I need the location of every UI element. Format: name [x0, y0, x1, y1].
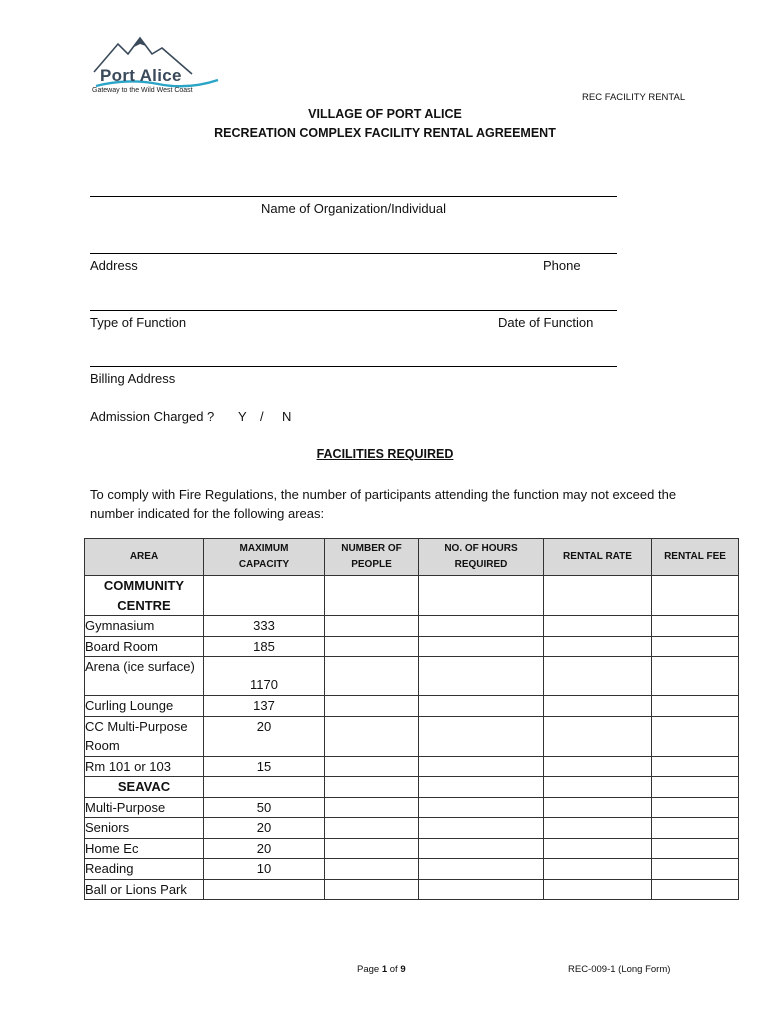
area-name: Ball or Lions Park: [85, 879, 204, 900]
document-title-line2: RECREATION COMPLEX FACILITY RENTAL AGREEMENT: [214, 126, 556, 140]
hours-input-cell[interactable]: [419, 657, 544, 696]
page-current: 1: [381, 964, 388, 975]
column-header-people: NUMBER OF PEOPLE: [325, 539, 419, 576]
area-name: Gymnasium: [85, 616, 204, 637]
area-name: Curling Lounge: [85, 696, 204, 717]
column-header-rate: RENTAL RATE: [544, 539, 652, 576]
rate-input-cell[interactable]: [544, 797, 652, 818]
table-row: [85, 797, 739, 818]
rate-input-cell[interactable]: [544, 616, 652, 637]
fee-input-cell[interactable]: [652, 859, 739, 880]
people-input-cell[interactable]: [325, 716, 419, 756]
address-label: Address: [90, 258, 138, 273]
table-header-row: [85, 539, 739, 576]
fee-input-cell[interactable]: [652, 797, 739, 818]
section-heading: SEAVAC: [85, 777, 204, 798]
table-row: [85, 879, 739, 900]
people-input-cell[interactable]: [325, 838, 419, 859]
rate-input-cell[interactable]: [544, 636, 652, 657]
column-header-capacity: MAXIMUM CAPACITY: [204, 539, 325, 576]
table-row: [85, 859, 739, 880]
page-of: of: [389, 964, 398, 975]
max-capacity-cell: 20: [204, 818, 325, 839]
max-capacity-cell: 185: [204, 636, 325, 657]
area-name: Home Ec: [85, 838, 204, 859]
page-total: 9: [400, 964, 406, 975]
column-header-fee: RENTAL FEE: [652, 539, 739, 576]
logo-tagline: Gateway to the Wild West Coast: [92, 87, 193, 94]
people-input-cell[interactable]: [325, 859, 419, 880]
people-input-cell[interactable]: [325, 879, 419, 900]
address-line[interactable]: [90, 253, 617, 254]
hours-input-cell[interactable]: [419, 616, 544, 637]
function-date-label: Date of Function: [498, 315, 594, 330]
facilities-table: [84, 538, 739, 900]
hours-input-cell[interactable]: [419, 756, 544, 777]
page-word: Page: [357, 964, 380, 975]
area-name: Reading: [85, 859, 204, 880]
hours-input-cell[interactable]: [419, 797, 544, 818]
function-type-label: Type of Function: [90, 315, 187, 330]
max-capacity-cell: 20: [204, 838, 325, 859]
max-capacity-cell: [204, 777, 325, 798]
hours-input-cell[interactable]: [419, 777, 544, 798]
people-input-cell[interactable]: [325, 657, 419, 696]
rate-input-cell[interactable]: [544, 838, 652, 859]
organization-label: Name of Organization/Individual: [261, 201, 446, 216]
rate-input-cell[interactable]: [544, 576, 652, 616]
table-row: [85, 756, 739, 777]
hours-input-cell[interactable]: [419, 838, 544, 859]
fee-input-cell[interactable]: [652, 756, 739, 777]
table-row: [85, 716, 739, 756]
fee-input-cell[interactable]: [652, 716, 739, 756]
table-row: [85, 616, 739, 637]
max-capacity-cell: 10: [204, 859, 325, 880]
rate-input-cell[interactable]: [544, 696, 652, 717]
hours-input-cell[interactable]: [419, 818, 544, 839]
people-input-cell[interactable]: [325, 797, 419, 818]
billing-line[interactable]: [90, 366, 617, 367]
max-capacity-cell: 1170: [204, 657, 325, 696]
logo-name: Port Alice: [100, 66, 182, 85]
column-header-area: AREA: [85, 539, 204, 576]
fee-input-cell[interactable]: [652, 879, 739, 900]
area-name: CC Multi-Purpose Room: [85, 716, 204, 756]
people-input-cell[interactable]: [325, 818, 419, 839]
max-capacity-cell: 50: [204, 797, 325, 818]
area-name: Seniors: [85, 818, 204, 839]
form-type-label: REC FACILITY RENTAL: [582, 92, 686, 103]
max-capacity-cell: 20: [204, 716, 325, 756]
area-name: Board Room: [85, 636, 204, 657]
max-capacity-cell: 15: [204, 756, 325, 777]
document-title-line1: VILLAGE OF PORT ALICE: [308, 107, 462, 121]
hours-input-cell[interactable]: [419, 879, 544, 900]
fee-input-cell[interactable]: [652, 576, 739, 616]
page-number: [357, 964, 406, 975]
hours-input-cell[interactable]: [419, 696, 544, 717]
table-section-row: [85, 576, 739, 616]
hours-input-cell[interactable]: [419, 716, 544, 756]
rate-input-cell[interactable]: [544, 818, 652, 839]
rate-input-cell[interactable]: [544, 657, 652, 696]
fee-input-cell[interactable]: [652, 696, 739, 717]
section-heading: COMMUNITY CENTRE: [85, 576, 204, 616]
admission-label: Admission Charged ?: [90, 409, 215, 424]
table-row: [85, 696, 739, 717]
area-name: Multi-Purpose: [85, 797, 204, 818]
hours-input-cell[interactable]: [419, 636, 544, 657]
phone-label: Phone: [543, 258, 581, 273]
rate-input-cell[interactable]: [544, 859, 652, 880]
rate-input-cell[interactable]: [544, 777, 652, 798]
billing-address-label: Billing Address: [90, 371, 176, 386]
rate-input-cell[interactable]: [544, 716, 652, 756]
table-row: [85, 818, 739, 839]
max-capacity-cell: 333: [204, 616, 325, 637]
table-row: [85, 838, 739, 859]
fee-input-cell[interactable]: [652, 636, 739, 657]
rate-input-cell[interactable]: [544, 756, 652, 777]
fee-input-cell[interactable]: [652, 777, 739, 798]
people-input-cell[interactable]: [325, 756, 419, 777]
admission-yes-option[interactable]: Y: [238, 409, 247, 424]
area-name: Rm 101 or 103: [85, 756, 204, 777]
people-input-cell[interactable]: [325, 576, 419, 616]
facilities-heading: FACILITIES REQUIRED: [316, 447, 454, 461]
facilities-table-body: [85, 576, 739, 900]
people-input-cell[interactable]: [325, 616, 419, 637]
max-capacity-cell: [204, 576, 325, 616]
fee-input-cell[interactable]: [652, 657, 739, 696]
function-line[interactable]: [90, 310, 617, 311]
rate-input-cell[interactable]: [544, 879, 652, 900]
fee-input-cell[interactable]: [652, 838, 739, 859]
form-reference: REC-009-1 (Long Form): [568, 964, 671, 975]
max-capacity-cell: [204, 879, 325, 900]
fee-input-cell[interactable]: [652, 818, 739, 839]
table-row: [85, 657, 739, 696]
table-section-row: [85, 777, 739, 798]
people-input-cell[interactable]: [325, 696, 419, 717]
people-input-cell[interactable]: [325, 636, 419, 657]
area-name: Arena (ice surface): [85, 657, 204, 696]
column-header-hours: NO. OF HOURS REQUIRED: [419, 539, 544, 576]
fee-input-cell[interactable]: [652, 616, 739, 637]
admission-separator: /: [260, 409, 264, 424]
table-row: [85, 636, 739, 657]
hours-input-cell[interactable]: [419, 576, 544, 616]
max-capacity-cell: 137: [204, 696, 325, 717]
admission-no-option[interactable]: N: [282, 409, 292, 424]
fire-regulation-notice: To comply with Fire Regulations, the number of participants attending the function may not exceed the number indicated for the following areas:: [90, 487, 677, 521]
organization-line[interactable]: [90, 196, 617, 197]
hours-input-cell[interactable]: [419, 859, 544, 880]
people-input-cell[interactable]: [325, 777, 419, 798]
